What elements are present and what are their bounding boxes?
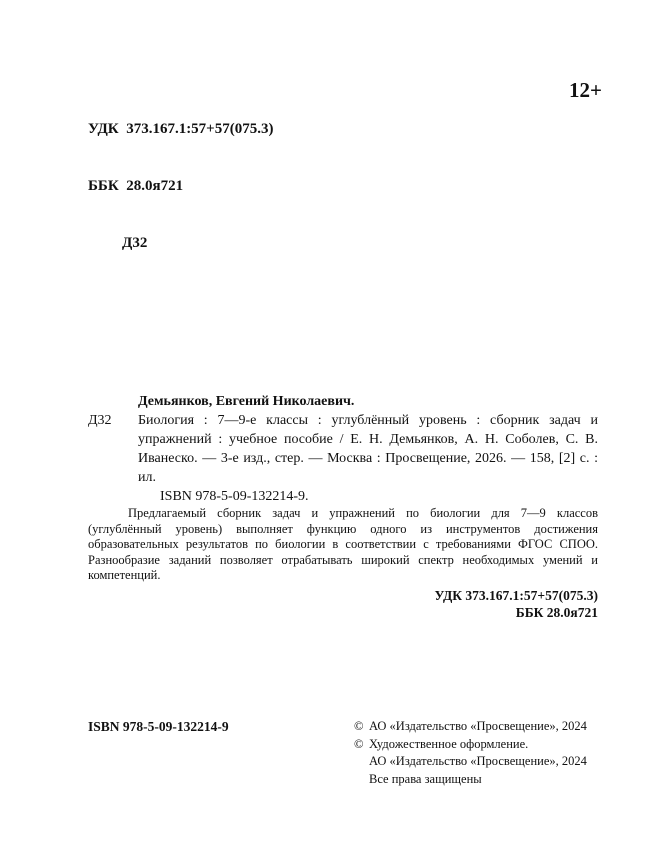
bbk-code: ББК 28.0я721: [88, 178, 184, 194]
copyright-line: [354, 736, 598, 754]
age-rating-badge: 12+: [569, 78, 602, 102]
copyright-text: АО «Издательство «Просвещение», 2024: [369, 719, 587, 733]
copyright-text: Художественное оформление.: [369, 736, 529, 751]
bibliographic-description: Биология : 7—9-е классы : углублённый уровень : сборник задач и упражнений : учебное пособие / Е. Н. Демьянков, А. Н. Соболев, С. В. Иванеско. — 3-е изд., стер. — Москва : Просвещение, 2026. — 158, [2] с. : ил.: [138, 413, 598, 485]
copyright-symbol: ©: [354, 736, 364, 751]
isbn-entry: ISBN 978-5-09-132214-9.: [160, 489, 309, 504]
copyright-block: [354, 718, 598, 788]
copyright-line: [354, 753, 598, 771]
udk-code-right: УДК 373.167.1:57+57(075.3): [434, 587, 598, 603]
copyright-text: АО «Издательство «Просвещение», 2024: [369, 754, 587, 768]
copyright-symbol: ©: [354, 719, 364, 733]
author-sign-code: Д32: [122, 235, 148, 251]
top-code-block: [88, 78, 602, 291]
bibliographic-row: [88, 411, 598, 487]
author-name: Демьянков, Евгений Николаевич.: [138, 394, 355, 409]
isbn-bottom: ISBN 978-5-09-132214-9: [88, 719, 229, 734]
annotation-text: Предлагаемый сборник задач и упражнений по биологии для 7—9 классов (углублённый уровень) выполняет функцию одного из инструментов достижения образовательных результатов по биологии в соответствии с требованиями ФГОС СПОО. Разнообразие заданий позволяет отрабатывать широкий спектр необходимых умений и компетенций.: [88, 506, 598, 582]
copyright-line: [354, 771, 598, 789]
classification-codes: [88, 82, 273, 291]
imprint-block: [88, 718, 598, 788]
copyright-symbol: [354, 771, 369, 789]
udk-code: УДК 373.167.1:57+57(075.3): [88, 121, 274, 137]
copyright-text: Все права защищены: [369, 771, 482, 786]
right-aligned-codes: [88, 587, 598, 621]
author-sign-code-margin: Д32: [88, 413, 112, 428]
bbk-code-right: ББК 28.0я721: [515, 604, 598, 620]
catalog-entry: [88, 392, 598, 621]
copyright-line: [354, 718, 598, 736]
copyright-symbol: [354, 753, 369, 771]
